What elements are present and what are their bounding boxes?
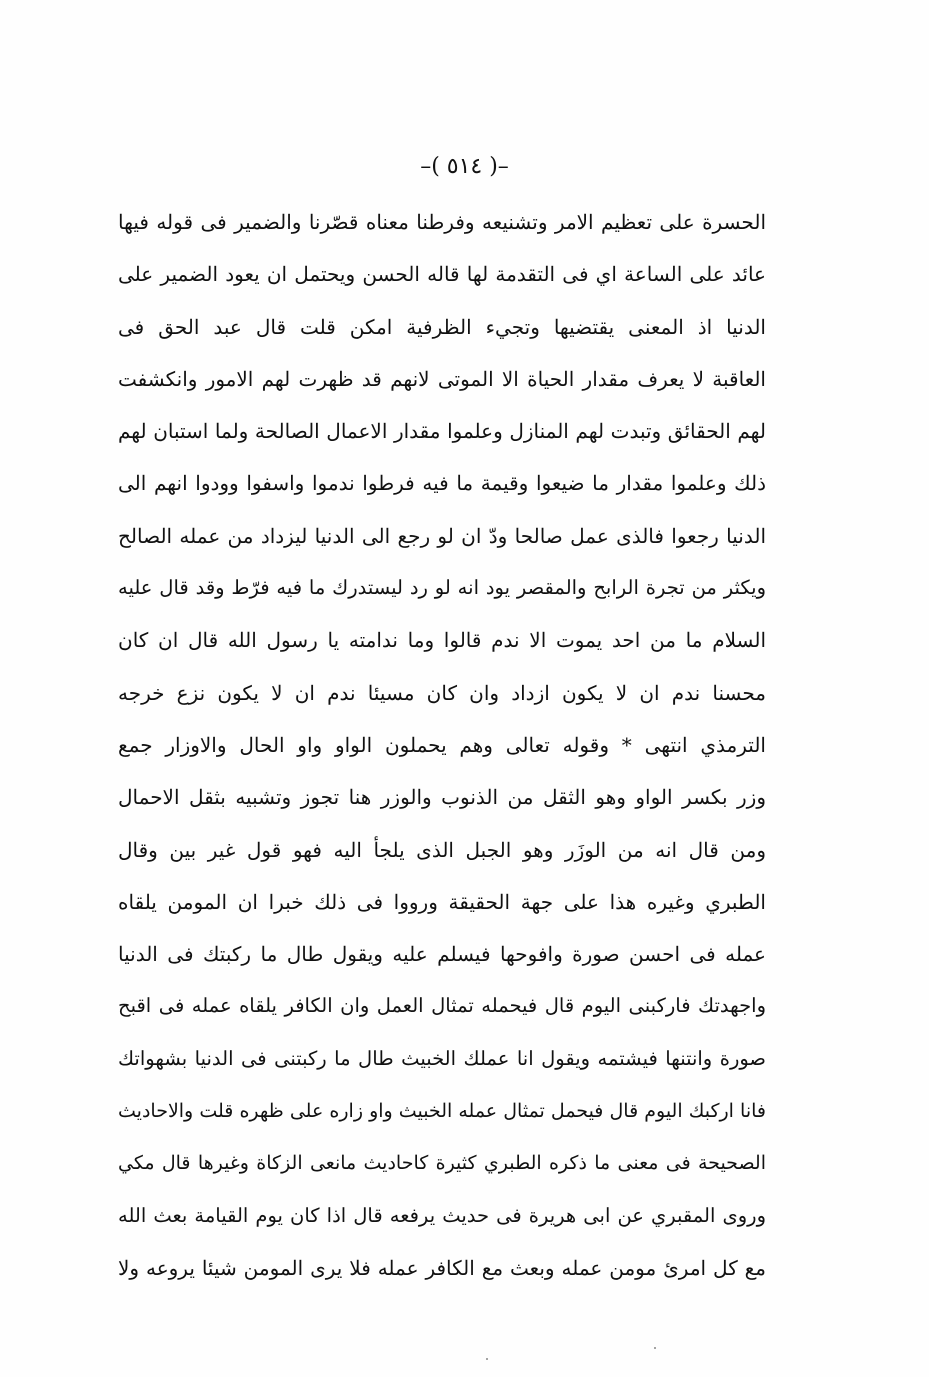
text-line: العاقبة لا يعرف مقدار الحياة الا الموتى لانهم قد ظهرت لهم الامور وانكشفت bbox=[118, 366, 766, 391]
text-line: ذلك وعلموا مقدار ما ضيعوا وقيمة ما فيه فرطوا ندموا واسفوا وودوا انهم الى bbox=[118, 471, 766, 496]
text-line: ويكثر من تجرة الرابح والمقصر يود انه لو رد ليستدرك ما فيه فرّط وقد قال عليه bbox=[118, 576, 766, 600]
text-line: وروى المقبري عن ابى هريرة فى حديث يرفعه قال اذا كان يوم القيامة بعث الله bbox=[118, 1203, 766, 1227]
text-line: الدنيا اذ المعنى يقتضيها وتجيء الظرفية امكن قلت قال عبد الحق فى bbox=[118, 314, 766, 339]
paper-speck bbox=[654, 1347, 656, 1349]
text-line: واجهدتك فاركبنى اليوم قال فيحمله تمثال العمل وان الكافر يلقاه عمله فى اقبح bbox=[118, 994, 766, 1018]
text-line: السلام ما من احد يموت الا ندم قالوا وما ندامته يا رسول الله قال ان كان bbox=[118, 628, 766, 653]
page-number: –( ٥١٤ )– bbox=[420, 154, 509, 179]
text-line: الدنيا رجعوا فالذى عمل صالحا ودّ ان لو رجع الى الدنيا ليزداد من عمله الصالح bbox=[118, 523, 766, 548]
text-line: عائد على الساعة اي فى التقدمة لها قاله الحسن ويحتمل ان يعود الضمير على bbox=[118, 262, 766, 287]
text-line: مع كل امرئ مومن عمله وبعث مع الكافر عمله فلا يرى المومن شيئا يروعه ولا bbox=[118, 1255, 766, 1280]
body-text bbox=[118, 196, 766, 1294]
text-line: الحسرة على تعظيم الامر وتشنيعه وفرطنا معناه قصّرنا والضمير فى قوله فيها bbox=[118, 210, 766, 234]
text-line: لهم الحقائق وتبدت لهم المنازل وعلموا مقدار الاعمال الصالحة ولما استبان لهم bbox=[118, 419, 766, 444]
text-line: الصحيحة فى معنى ما ذكره الطبري كثيرة كاحاديث مانعى الزكاة وغيرها قال مكي bbox=[118, 1152, 766, 1175]
text-line: محسنا ندم ان لا يكون ازداد وان كان مسيئا ندم ان لا يكون نزع خرجه bbox=[118, 680, 766, 705]
text-line: الترمذي انتهى * وقوله تعالى وهم يحملون الواو واو الحال والاوزار جمع bbox=[118, 732, 766, 757]
text-line: وزر بكسر الواو وهو الثقل من الذنوب والوزر هنا تجوز وتشبيه بثقل الاحمال bbox=[118, 785, 766, 810]
text-line: فانا اركبك اليوم قال فيحمل تمثال عمله الخبيث واو زاره على ظهره قلت والاحاديث bbox=[118, 1100, 766, 1123]
text-line: صورة وانتنها فيشتمه ويقول انا عملك الخبيث طال ما ركبتنى فى الدنيا بشهواتك bbox=[118, 1046, 766, 1070]
paper-speck bbox=[486, 1358, 488, 1360]
text-line: ومن قال انه من الوزَر وهو الجبل الذى يلجأ اليه فهو قول غير بين وقال bbox=[118, 837, 766, 862]
text-line: عمله فى احسن صورة وافوحها فيسلم عليه ويقول طال ما ركبتك فى الدنيا bbox=[118, 942, 766, 967]
text-line: الطبري وغيره هذا على جهة الحقيقة ورووا فى ذلك خبرا ان المومن يلقاه bbox=[118, 889, 766, 914]
